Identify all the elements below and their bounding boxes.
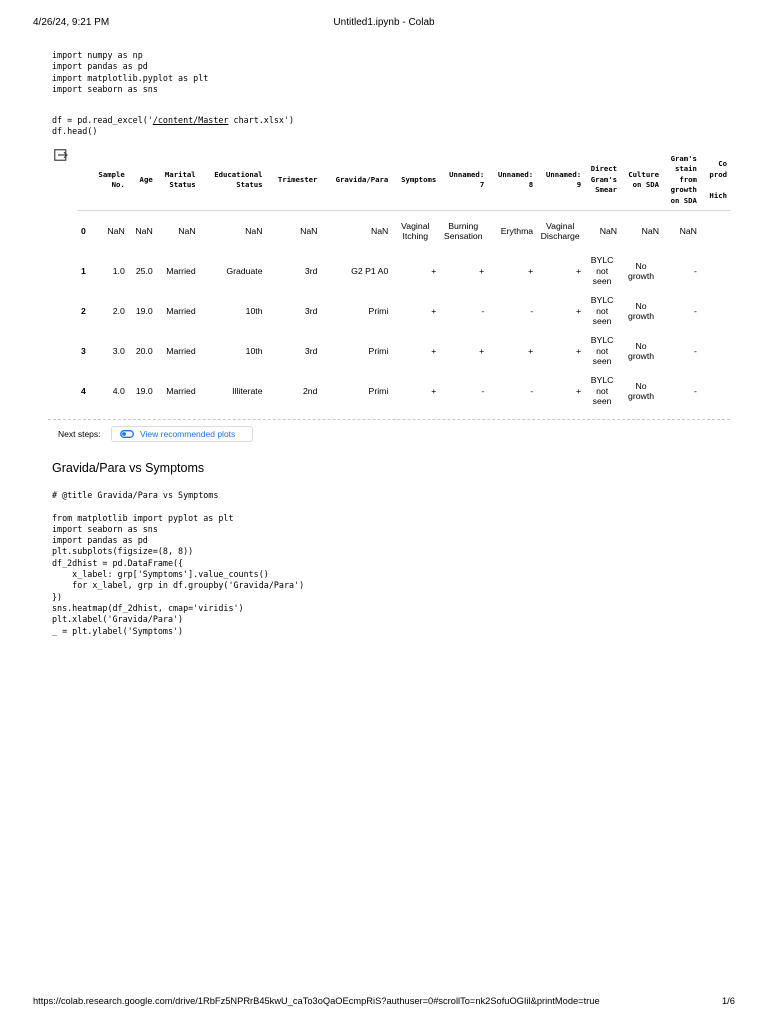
table-cell: Married <box>166 385 196 396</box>
table-cell: Married <box>166 305 196 316</box>
table-cell: + <box>479 345 485 356</box>
header-text: from <box>679 174 697 184</box>
code-line: sns.heatmap(df_2dhist, cmap='viridis') <box>52 602 244 613</box>
code-line: import numpy as np <box>52 50 143 60</box>
table-cell: 1.0 <box>112 265 125 276</box>
code-line: import pandas as pd <box>52 535 148 546</box>
table-cell <box>700 291 730 331</box>
table-cell: NaN <box>178 225 196 236</box>
column-header <box>156 150 199 211</box>
code-line: x_label: grp['Symptoms'].value_counts() <box>52 569 269 580</box>
header-text: on SDA <box>632 180 660 189</box>
code-line: }) <box>52 591 63 602</box>
section-title: Gravida/Para vs Symptoms <box>52 461 205 475</box>
table-cell: 2nd <box>302 385 318 396</box>
header-text: growth <box>670 185 697 195</box>
code-line: import seaborn as sns <box>52 523 158 534</box>
table-cell: BYLC not seen <box>590 255 614 287</box>
header-text: 7 <box>479 180 485 189</box>
table-cell: + <box>479 265 485 276</box>
table-cell: - <box>694 345 697 356</box>
table-cell: 25.0 <box>135 265 153 276</box>
table-cell: NaN <box>135 225 153 236</box>
table-cell: Primi <box>368 345 389 356</box>
table-cell: - <box>694 305 697 316</box>
table-cell: NaN <box>300 225 318 236</box>
table-cell: - <box>530 305 534 316</box>
row-index: 1 <box>81 265 86 276</box>
table-row <box>78 331 730 371</box>
header-text: Culture <box>628 169 660 179</box>
column-header <box>584 150 620 211</box>
column-header <box>128 150 156 211</box>
row-index: 0 <box>81 225 86 236</box>
table-cell: Vaginal Itching <box>401 220 430 241</box>
table-cell: + <box>576 265 582 276</box>
table-cell: - <box>530 385 534 396</box>
table-cell: NaN <box>107 225 125 236</box>
table-cell: Burning Sensation <box>443 220 483 241</box>
code-text: df = pd.read_excel(' <box>52 115 153 125</box>
table-cell: + <box>576 345 582 356</box>
table-cell <box>700 251 730 291</box>
header-text: stain <box>674 164 697 174</box>
table-cell: + <box>431 265 437 276</box>
file-path-link[interactable]: /content/Master <box>152 115 229 125</box>
table-cell: Graduate <box>226 265 263 276</box>
table-cell: Primi <box>368 305 389 316</box>
column-header <box>700 150 730 211</box>
header-text: Hich <box>709 190 727 200</box>
table-cell: + <box>431 345 437 356</box>
toggle-icon <box>120 430 134 438</box>
header-text: Unnamed: <box>545 169 582 179</box>
header-text: Gram's <box>670 153 697 163</box>
table-cell <box>700 331 730 371</box>
code-line: from matplotlib import pyplot as plt <box>52 512 234 523</box>
print-footer-page-number: 1/6 <box>722 996 735 1006</box>
table-cell: - <box>694 265 697 276</box>
header-text: 8 <box>528 180 534 189</box>
table-cell: No growth <box>628 380 655 401</box>
table-cell: 20.0 <box>135 345 153 356</box>
header-text: Age <box>139 174 153 184</box>
column-header <box>89 150 128 211</box>
table-row <box>78 371 730 408</box>
table-cell: 3rd <box>304 305 318 316</box>
code-cell-read-excel[interactable] <box>52 115 294 138</box>
table-cell: 2.0 <box>112 305 125 316</box>
table-cell: Married <box>166 265 196 276</box>
header-text: Co <box>718 159 727 168</box>
output-toggle-icon[interactable] <box>54 149 68 161</box>
header-text: Status <box>236 180 263 189</box>
table-cell: 4.0 <box>112 385 125 396</box>
table-cell: 3rd <box>304 265 318 276</box>
table-cell: BYLC not seen <box>590 375 614 407</box>
table-cell: - <box>481 305 485 316</box>
table-cell: Erythma <box>500 225 534 236</box>
header-text: Unnamed: <box>449 169 485 179</box>
table-cell: BYLC not seen <box>590 335 614 367</box>
code-line: import pandas as pd <box>52 61 148 72</box>
dataframe-output <box>78 150 730 408</box>
table-cell: Married <box>166 345 196 356</box>
row-index: 4 <box>81 385 86 396</box>
table-cell: Primi <box>368 385 389 396</box>
column-header <box>662 150 700 211</box>
column-header <box>439 150 487 211</box>
table-cell: + <box>576 385 582 396</box>
table-cell: - <box>694 385 697 396</box>
code-line: plt.xlabel('Gravida/Para') <box>52 614 184 625</box>
table-cell: NaN <box>641 225 660 236</box>
table-cell <box>700 371 730 408</box>
header-text: Unnamed: <box>498 169 534 179</box>
code-line: df_2dhist = pd.DataFrame({ <box>52 557 184 568</box>
column-header <box>199 150 266 211</box>
code-cell-heatmap[interactable] <box>52 490 304 637</box>
code-line: # @title Gravida/Para vs Symptoms <box>52 490 219 500</box>
table-cell: - <box>481 385 485 396</box>
column-header <box>620 150 662 211</box>
dataframe-table <box>78 150 730 408</box>
header-text: on SDA <box>670 195 697 205</box>
table-cell: NaN <box>599 225 618 236</box>
header-text: Educational <box>214 169 263 179</box>
header-text: Symptoms <box>401 174 437 184</box>
table-cell: Vaginal Discharge <box>540 220 580 241</box>
table-cell: + <box>431 385 437 396</box>
code-text: chart.xlsx') <box>228 115 295 125</box>
code-line: _ = plt.ylabel('Symptoms') <box>52 625 184 636</box>
button-label: View recommended plots <box>140 429 236 439</box>
cell-divider <box>48 419 730 420</box>
column-header <box>487 150 536 211</box>
index-header <box>78 150 89 211</box>
table-row <box>78 291 730 331</box>
column-header <box>266 150 321 211</box>
table-body <box>78 211 730 409</box>
table-cell: 19.0 <box>135 385 153 396</box>
table-cell: 10th <box>245 345 263 356</box>
header-text: prod <box>709 169 727 179</box>
table-cell: + <box>528 345 534 356</box>
view-recommended-plots-button[interactable] <box>111 426 253 442</box>
table-cell: NaN <box>679 225 697 236</box>
header-text: Sample <box>98 169 125 179</box>
table-cell: 19.0 <box>135 305 153 316</box>
code-line: plt.subplots(figsize=(8, 8)) <box>52 546 194 557</box>
table-cell: + <box>528 265 534 276</box>
header-text: Direct <box>590 164 618 174</box>
table-cell: No growth <box>628 260 655 281</box>
table-row <box>78 211 730 252</box>
header-text: Trimester <box>277 174 318 184</box>
table-cell: G2 P1 A0 <box>351 265 389 276</box>
header-text: Gravida/Para <box>335 174 389 184</box>
column-header <box>320 150 391 211</box>
table-cell: NaN <box>370 225 389 236</box>
table-cell: BYLC not seen <box>590 295 614 327</box>
column-header <box>536 150 584 211</box>
table-header-row <box>78 150 730 211</box>
header-text: Marital <box>164 169 196 179</box>
print-header-title: Untitled1.ipynb - Colab <box>333 17 435 28</box>
table-row <box>78 251 730 291</box>
table-cell: NaN <box>245 225 263 236</box>
code-line: for x_label, grp in df.groupby('Gravida/Para') <box>52 580 305 591</box>
header-text: Status <box>169 180 196 189</box>
header-text: 9 <box>576 180 582 189</box>
table-cell <box>700 211 730 252</box>
table-cell: 3rd <box>304 345 318 356</box>
header-text: Smear <box>595 185 618 195</box>
next-steps-label: Next steps: <box>58 429 101 439</box>
table-cell: 3.0 <box>112 345 125 356</box>
table-cell: Illiterate <box>232 385 263 396</box>
table-cell: No growth <box>628 340 655 361</box>
header-text: Gram's <box>590 174 618 184</box>
print-header-datetime: 4/26/24, 9:21 PM <box>33 17 110 28</box>
code-line: import seaborn as sns <box>52 83 158 94</box>
column-header <box>391 150 439 211</box>
print-footer-url: https://colab.research.google.com/drive/1RbFz5NPRrB45kwU_caTo3oQaOEcmpRiS?authuser=0#scrollTo=nk2SofuOGIil&printMode=true <box>33 996 600 1006</box>
row-index: 2 <box>81 305 86 316</box>
table-cell: + <box>576 305 582 316</box>
row-index: 3 <box>81 345 86 356</box>
code-line: df.head() <box>52 126 98 137</box>
table-cell: + <box>431 305 437 316</box>
table-cell: No growth <box>628 300 655 321</box>
table-cell: 10th <box>245 305 263 316</box>
code-line: import matplotlib.pyplot as plt <box>52 72 209 83</box>
header-text: No. <box>111 180 125 189</box>
code-cell-imports[interactable] <box>52 50 208 95</box>
